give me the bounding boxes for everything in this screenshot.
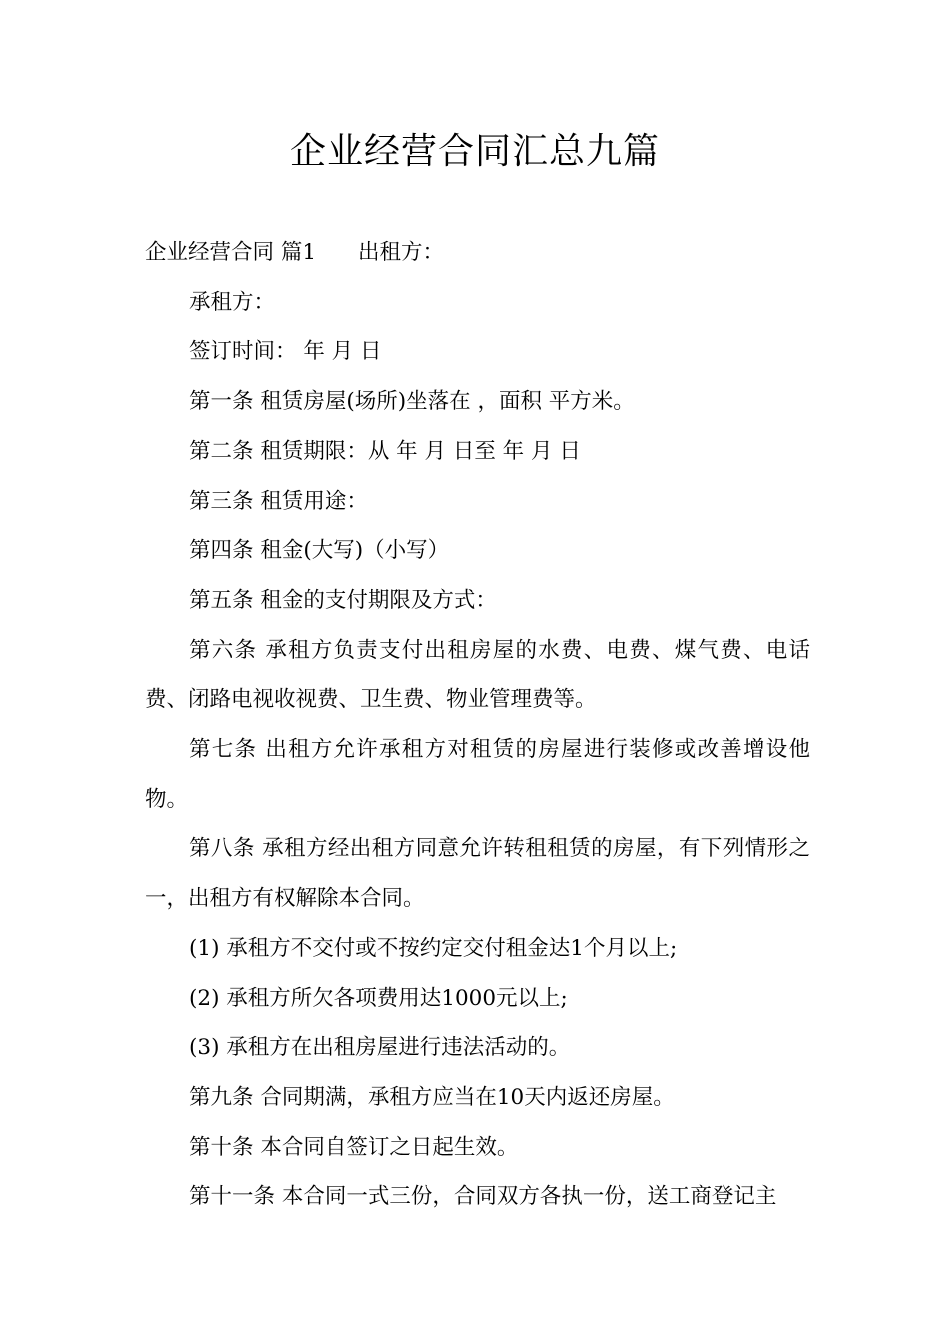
document-title: 企业经营合同汇总九篇 [289,131,660,172]
article-4: 第四条 租金(大写)（小写） [189,538,450,564]
article-3: 第三条 租赁用途： [189,488,368,514]
lessor-label: 出租方： [358,240,445,265]
article-8: 第八条 承租方经出租方同意允许转租租赁的房屋，有下列情形之一，出租方有权解除本合同。 [145,836,810,912]
article-8-item-1: (1) 承租方不交付或不按约定交付租金达1个月以上; [189,935,678,961]
article-9: 第九条 合同期满，承租方应当在10天内返还房屋。 [189,1084,675,1110]
signing-date-line: 签订时间： 年 月 日 [189,339,382,365]
article-10: 第十条 本合同自签订之日起生效。 [189,1134,519,1160]
article-6: 第六条 承租方负责支付出租房屋的水费、电费、煤气费、电话费、闭路电视收视费、卫生费、物业管理费等。 [145,637,810,713]
article-2: 第二条 租赁期限：从 年 月 日至 年 月 日 [189,438,581,464]
lessee-line: 承租方： [189,289,276,315]
contract-header-line [145,228,810,278]
article-7: 第七条 出租方允许承租方对租赁的房屋进行装修或改善增设他物。 [145,737,810,812]
contract-section-label: 企业经营合同 篇1 [145,240,317,265]
article-11: 第十一条 本合同一式三份，合同双方各执一份，送工商登记主 [189,1184,777,1210]
article-8-item-3: (3) 承租方在出租房屋进行违法活动的。 [189,1035,571,1061]
article-8-item-2: (2) 承租方所欠各项费用达1000元以上; [189,985,568,1011]
contract-body [145,228,810,1222]
article-5: 第五条 租金的支付期限及方式： [189,587,497,613]
article-1: 第一条 租赁房屋(场所)坐落在 ，面积 平方米。 [189,389,635,415]
